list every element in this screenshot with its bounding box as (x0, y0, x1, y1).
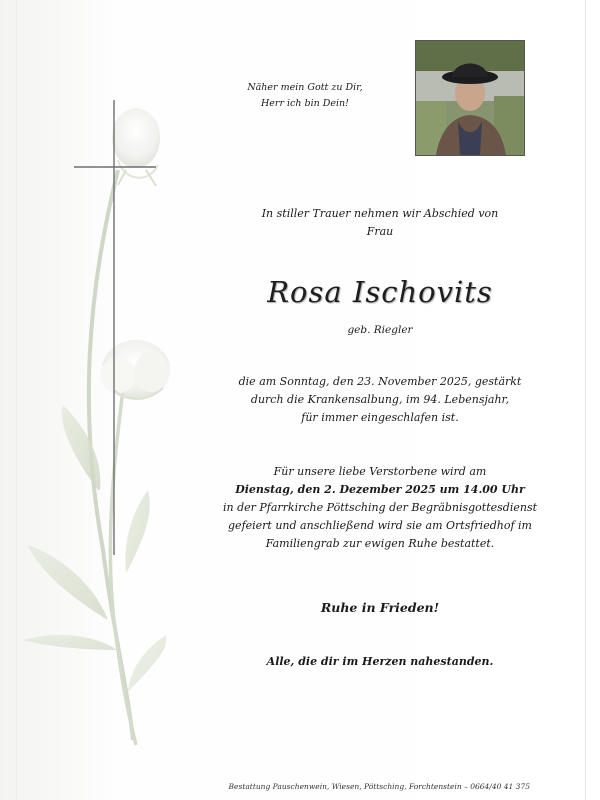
service-date-time: Dienstag, den 2. Dezember 2025 um 14.00 Uhr (235, 483, 525, 496)
leaf-5 (128, 635, 166, 692)
quote-line-2: Herr ich bin Dein! (261, 98, 349, 109)
intro-line-2: Frau (366, 225, 394, 238)
funeral-service-details (215, 463, 545, 553)
intro-text (215, 205, 545, 241)
leaf-1 (62, 405, 101, 490)
closing-signature: Alle, die dir im Herzen nahestanden. (266, 655, 494, 668)
quote-line-1: Näher mein Gott zu Dir, (247, 82, 363, 93)
leaf-4 (125, 490, 149, 572)
leaf-3 (23, 635, 120, 652)
page-edge-left (16, 0, 17, 800)
intro-line-1: In stiller Trauer nehmen wir Abschied von (261, 207, 499, 220)
death-line-3: für immer eingeschlafen ist. (301, 411, 459, 424)
deceased-name: Rosa Ischovits (267, 275, 493, 309)
page-edge-right (585, 0, 586, 800)
maiden-name: geb. Riegler (347, 324, 413, 336)
death-line-1: die am Sonntag, den 23. November 2025, gestärkt (238, 375, 522, 388)
rose-middle (100, 340, 170, 400)
funeral-home-footer: Bestattung Pauschenwein, Wiesen, Pöttsching, Forchtenstein – 0664/40 41 375 (228, 782, 530, 791)
bible-quote (215, 80, 395, 112)
rose-top (112, 108, 160, 186)
service-line-1: Für unsere liebe Verstorbene wird am (273, 465, 487, 478)
portrait-photo-icon (416, 41, 524, 155)
death-notice (215, 373, 545, 427)
service-line-3: in der Pfarrkirche Pöttsching der Begräbnisgottesdienst (222, 501, 538, 514)
portrait-photo (415, 40, 525, 156)
leaf-2 (28, 545, 110, 625)
service-line-4: gefeiert und anschließend wird sie am Ortsfriedhof im (228, 519, 532, 532)
service-line-5: Familiengrab zur ewigen Ruhe bestattet. (265, 537, 495, 550)
rose-cross-illustration (18, 90, 208, 750)
death-line-2: durch die Krankensalbung, im 94. Lebensjahr, (250, 393, 510, 406)
rest-in-peace: Ruhe in Frieden! (320, 600, 440, 615)
